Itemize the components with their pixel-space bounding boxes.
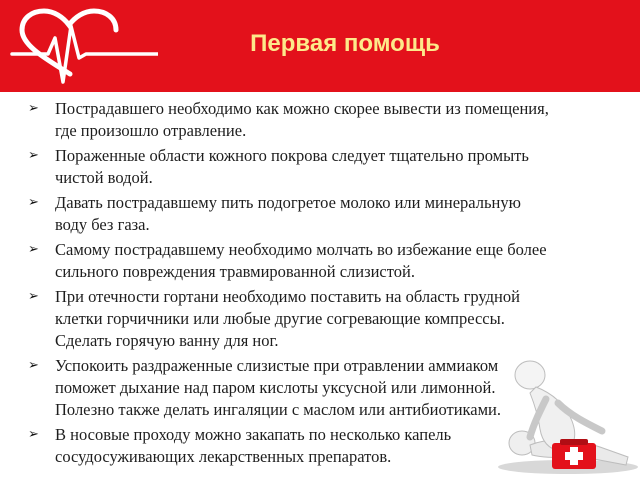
bullet-line: При отечности гортани необходимо поставить на область грудной: [55, 287, 520, 306]
bullet-line: воду без газа.: [55, 215, 150, 234]
bullet-line: В носовые проходу можно закапать по несколько капель: [55, 425, 452, 444]
bullet-marker-icon: ➢: [28, 195, 39, 210]
bullet-line: Успокоить раздраженные слизистые при отравлении аммиаком: [55, 356, 499, 375]
bullet-line: сильного повреждения травмированной слизистой.: [55, 262, 415, 281]
heart-pulse-icon: [8, 8, 158, 90]
bullet-item: [28, 98, 603, 142]
bullet-line: клетки горчичники или любые другие согревающие компрессы.: [55, 309, 505, 328]
bullet-line: Давать пострадавшему пить подогретое молоко или минеральную: [55, 193, 521, 212]
page-title: Первая помощь: [250, 30, 440, 57]
bullet-item: [28, 145, 603, 189]
header-bar: [0, 0, 640, 92]
bullet-line: Пораженные области кожного покрова следует тщательно промыть: [55, 146, 529, 165]
bullet-item: [28, 239, 603, 283]
bullet-line: Сделать горячую ванну для ног.: [55, 331, 279, 350]
bullet-item: [28, 192, 603, 236]
bullet-line: поможет дыхание над паром кислоты уксусной или лимонной.: [55, 378, 496, 397]
bullet-line: чистой водой.: [55, 168, 153, 187]
bullet-marker-icon: ➢: [28, 358, 39, 373]
bullet-marker-icon: ➢: [28, 427, 39, 442]
bullet-marker-icon: ➢: [28, 148, 39, 163]
bullet-line: Пострадавшего необходимо как можно скорее вывести из помещения,: [55, 99, 549, 118]
bullet-line: Полезно также делать ингаляции с маслом или антибиотиками.: [55, 400, 502, 419]
first-aid-illustration: [490, 345, 640, 475]
bullet-marker-icon: ➢: [28, 242, 39, 257]
bullet-item: [28, 286, 603, 352]
bullet-line: где произошло отравление.: [55, 121, 247, 140]
bullet-marker-icon: ➢: [28, 289, 39, 304]
bullet-marker-icon: ➢: [28, 101, 39, 116]
bullet-line: Самому пострадавшему необходимо молчать во избежание еще более: [55, 240, 547, 259]
bullet-line: сосудосуживающих лекарственных препаратов.: [55, 447, 392, 466]
